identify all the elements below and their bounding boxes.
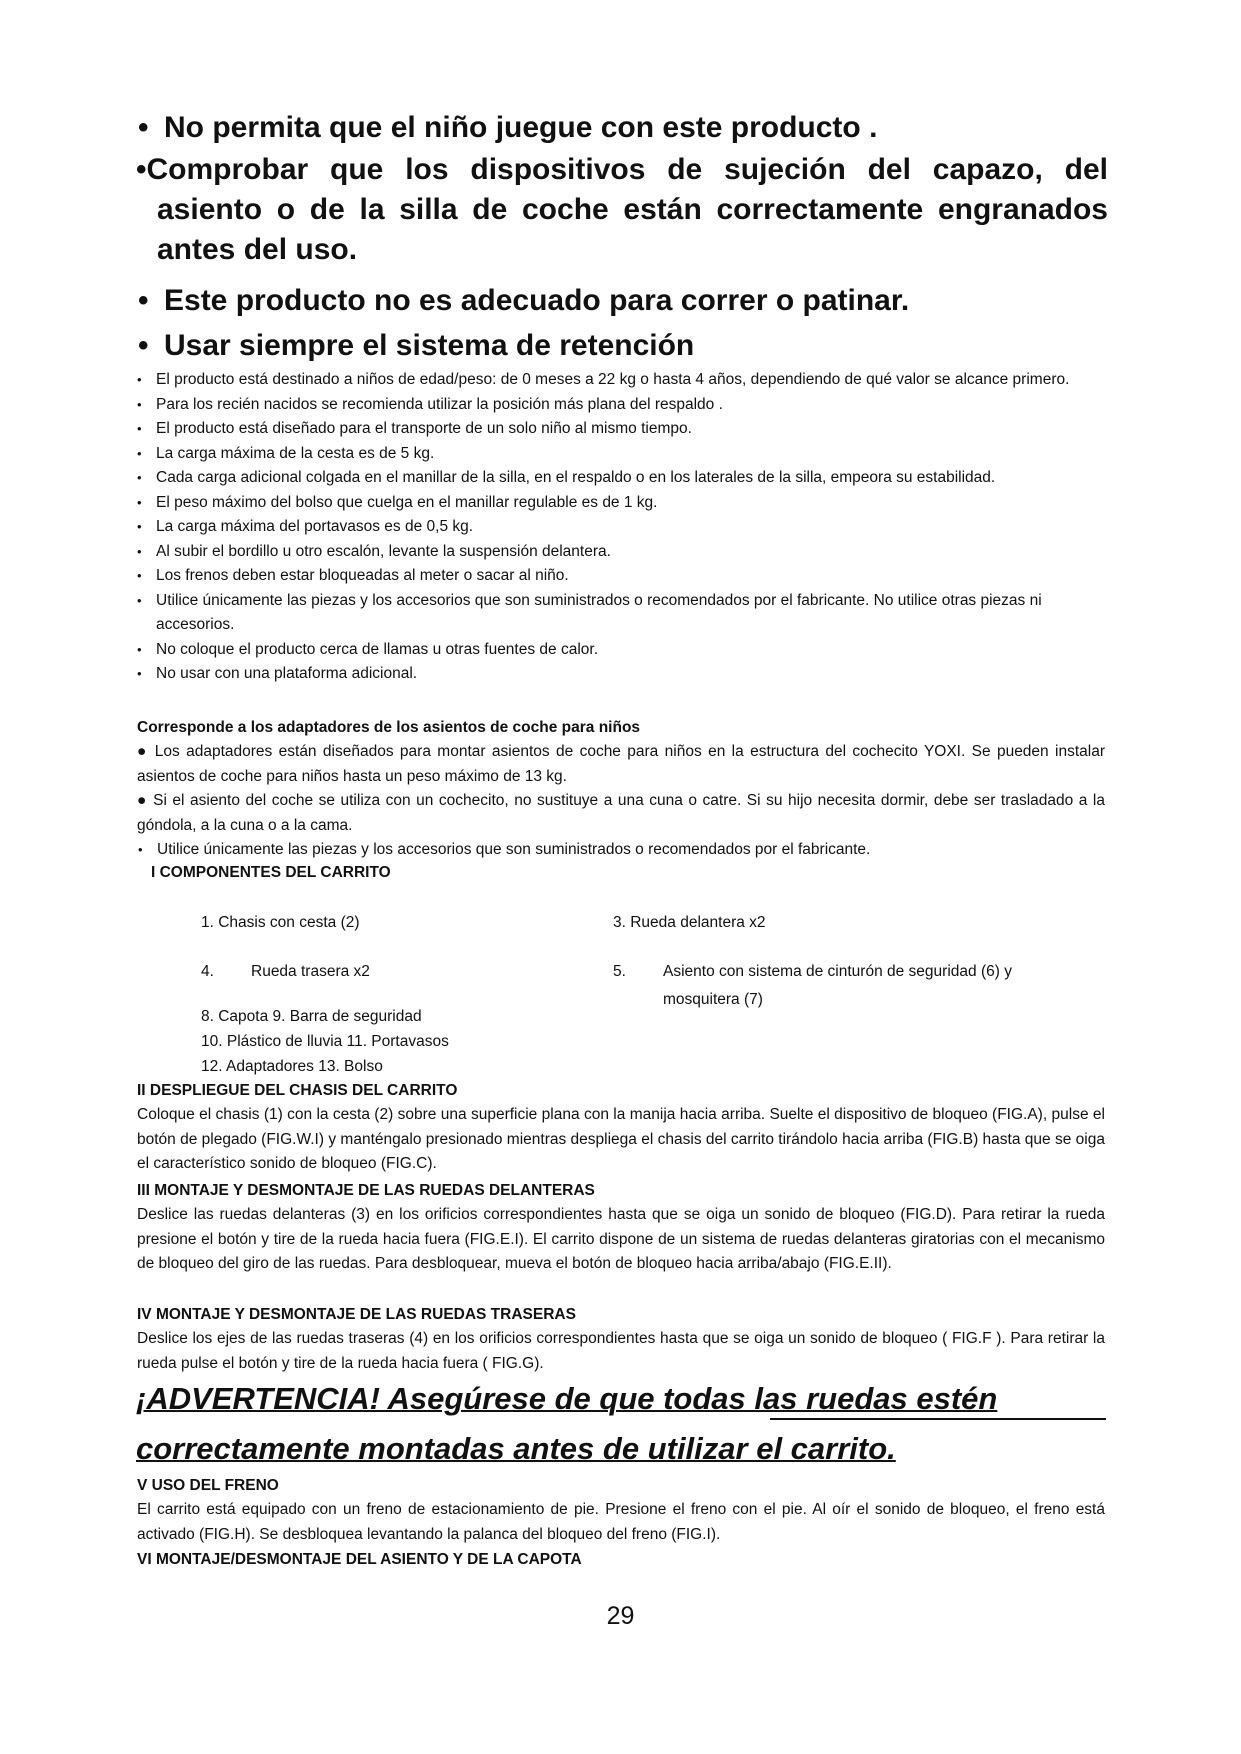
section-3-text: Deslice las ruedas delanteras (3) en los orificios correspondientes hasta que se oiga un sonido de bloqueo (FIG.D). Para retirar la rueda presione el botón y tire de la rueda hacia fuera (FIG.E.I). El carrito dispone de un sistema de ruedas delanteras giratorias con el mecanismo de bloqueo del giro de las ruedas. Para desbloquear, mueva el botón de bloqueo hacia arriba/abajo (FIG.E.II). [137, 1206, 1105, 1272]
adapters-heading: Corresponde a los adaptadores de los asientos de coche para niños [137, 719, 641, 736]
bullet-icon: • [138, 842, 143, 857]
section-5-text: El carrito está equipado con un freno de estacionamiento de pie. Presione el freno con el pie. Al oír el sonido de bloqueo, el freno está activado (FIG.H). Se desbloquea levantando la palanca del bloqueo del freno (FIG.I). [137, 1501, 1105, 1543]
section-3-heading: III MONTAJE Y DESMONTAJE DE LAS RUEDAS DELANTERAS [137, 1182, 595, 1199]
list-item: • Cada carga adicional colgada en el manillar de la silla, en el respaldo o en los laterales de la silla, empeora su estabilidad. [136, 466, 1106, 491]
component-row-12: 12. Adaptadores 13. Bolso [201, 1058, 383, 1075]
bullet-icon: • [137, 666, 142, 681]
bullet-icon: • [137, 396, 142, 412]
adapters-paragraph-3: • Utilice únicamente las piezas y los accesorios que son suministrados o recomendados por el fabricante. [137, 838, 1105, 863]
bullet-icon: • [137, 641, 142, 657]
big-bullet-4: • Usar siempre el sistema de retención [138, 326, 1108, 366]
warning-line-1: ¡ADVERTENCIA! Asegúrese de que todas las ruedas estén [136, 1381, 998, 1416]
list-item: • Para los recién nacidos se recomienda utilizar la posición más plana del respaldo . [136, 393, 1106, 418]
warning-underline [770, 1418, 1106, 1420]
bullet-icon: • [136, 153, 147, 186]
list-item: • No usar con una plataforma adicional. [136, 662, 1106, 687]
bullet-icon: • [137, 372, 142, 387]
section-4-heading: IV MONTAJE Y DESMONTAJE DE LAS RUEDAS TRASERAS [137, 1306, 576, 1323]
list-item: • Al subir el bordillo u otro escalón, levante la suspensión delantera. [136, 540, 1106, 565]
bullet-icon: • [137, 519, 142, 534]
page-number: 29 [606, 1602, 635, 1630]
list-item: • No coloque el producto cerca de llamas u otras fuentes de calor. [136, 638, 1106, 663]
section-6-heading: VI MONTAJE/DESMONTAJE DEL ASIENTO Y DE LA CAPOTA [137, 1551, 582, 1568]
safety-bullet-list [136, 368, 1106, 687]
component-item-4: Rueda trasera x2 [251, 963, 370, 980]
big-bullet-3: • Este producto no es adecuado para correr o patinar. [138, 281, 1108, 321]
adapters-paragraph-1: ● Los adaptadores están diseñados para montar asientos de coche para niños en la estructura del cochecito YOXI. Se pueden instalar asientos de coche para niños hasta un peso máximo de 13 kg. [137, 743, 1105, 785]
bullet-icon: • [137, 543, 142, 559]
section-5-heading: V USO DEL FRENO [137, 1477, 279, 1494]
bullet-icon: • [138, 329, 149, 362]
big-bullet-1: • No permita que el niño juegue con este producto . [138, 108, 1108, 148]
warning-line-2: correctamente montadas antes de utilizar el carrito. [136, 1431, 896, 1466]
component-row-10: 10. Plástico de lluvia 11. Portavasos [201, 1033, 449, 1050]
component-item-5: Asiento con sistema de cinturón de seguridad (6) y mosquitera (7) [663, 963, 1012, 1008]
bullet-icon: • [138, 111, 149, 144]
list-item: • La carga máxima del portavasos es de 0,5 kg. [136, 515, 1106, 540]
list-item: • La carga máxima de la cesta es de 5 kg. [136, 442, 1106, 467]
section-4-text: Deslice los ejes de las ruedas traseras (4) en los orificios correspondientes hasta que se oiga un sonido de bloqueo ( FIG.F ). Para retirar la rueda pulse el botón y tire de la rueda hacia fuera ( FIG.G). [137, 1330, 1105, 1372]
list-item: • El producto está diseñado para el transporte de un solo niño al mismo tiempo. [136, 417, 1106, 442]
section-2-text: Coloque el chasis (1) con la cesta (2) sobre una superficie plana con la manija hacia arriba. Suelte el dispositivo de bloqueo (FIG.A), pulse el botón de plegado (FIG.W.I) y manténgalo presionado mientras despliega el chasis del carrito tirándolo hacia arriba (FIG.B) hasta que se oiga el característico sonido de bloqueo (FIG.C). [137, 1106, 1105, 1172]
big-bullet-2: •Comprobar que los dispositivos de sujeción del capazo, del asiento o de la silla de coche están correctamente engranados antes del uso. [136, 153, 1108, 266]
list-item: • Los frenos deben estar bloqueadas al meter o sacar al niño. [136, 564, 1106, 589]
list-item: • El peso máximo del bolso que cuelga en el manillar regulable es de 1 kg. [136, 491, 1106, 516]
bullet-icon: • [137, 421, 142, 436]
list-item: • Utilice únicamente las piezas y los accesorios que son suministrados o recomendados por el fabricante. No utilice otras piezas ni accesorios. [136, 589, 1106, 638]
adapters-paragraph-2: ● Si el asiento del coche se utiliza con un cochecito, no sustituye a una cuna o catre. Si su hijo necesita dormir, debe ser trasladado a la góndola, a la cuna o a la cama. [137, 792, 1105, 834]
component-item-5-number: 5. [613, 963, 626, 980]
component-item-4-number: 4. [201, 963, 214, 980]
component-row-8: 8. Capota 9. Barra de seguridad [201, 1008, 422, 1025]
section-2-heading: II DESPLIEGUE DEL CHASIS DEL CARRITO [137, 1082, 458, 1099]
component-item-3: 3. Rueda delantera x2 [613, 914, 766, 931]
bullet-icon: • [137, 494, 142, 510]
bullet-icon: • [137, 592, 142, 608]
bullet-icon: • [137, 470, 142, 485]
bullet-icon: • [138, 284, 149, 317]
components-heading: I COMPONENTES DEL CARRITO [151, 864, 391, 881]
bullet-icon: • [137, 568, 142, 583]
list-item: • El producto está destinado a niños de edad/peso: de 0 meses a 22 kg o hasta 4 años, dependiendo de qué valor se alcance primero. [136, 368, 1106, 393]
component-item-1: 1. Chasis con cesta (2) [201, 914, 360, 931]
bullet-icon: • [137, 445, 142, 461]
